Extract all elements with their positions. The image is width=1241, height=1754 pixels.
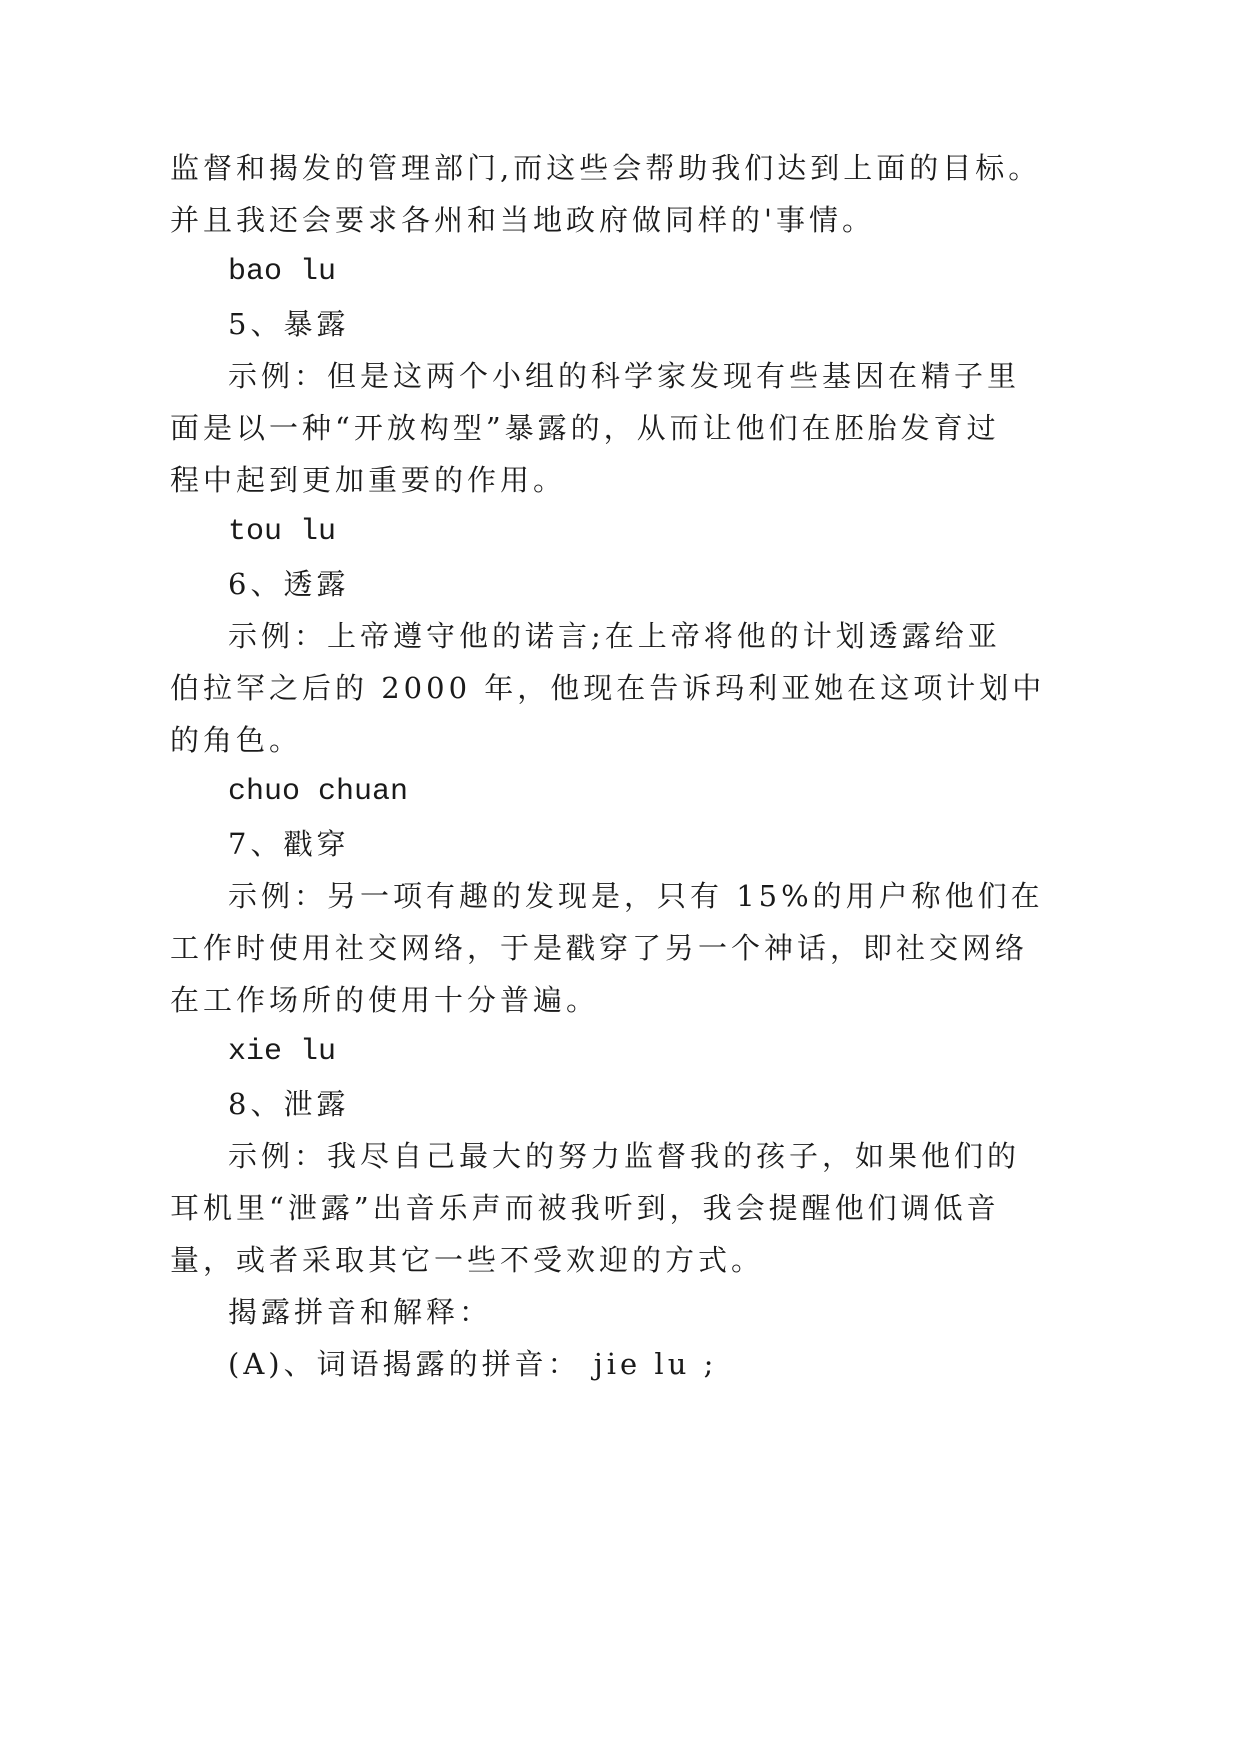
paragraph-line: 并且我还会要求各州和当地政府做同样的'事情。 <box>170 203 875 237</box>
pinyin-definition-line: (A)、词语揭露的拼音： jie lu ; <box>228 1347 718 1381</box>
example-line: 示例：我尽自己最大的努力监督我的孩子，如果他们的 <box>228 1139 1021 1173</box>
pinyin-line: xie lu <box>228 1035 337 1069</box>
word-heading: 5、暴露 <box>228 307 350 341</box>
example-line: 耳机里“泄露”出音乐声而被我听到，我会提醒他们调低音 <box>170 1191 1000 1225</box>
example-line: 示例：但是这两个小组的科学家发现有些基因在精子里 <box>228 359 1021 393</box>
example-line: 面是以一种“开放构型”暴露的，从而让他们在胚胎发育过 <box>170 411 1000 445</box>
pinyin-line: chuo chuan <box>228 775 409 809</box>
word-heading: 8、泄露 <box>228 1087 350 1121</box>
example-line: 示例：上帝遵守他的诺言;在上帝将他的计划透露给亚 <box>228 619 1001 653</box>
example-line: 程中起到更加重要的作用。 <box>170 463 567 497</box>
example-line: 伯拉罕之后的 2000 年，他现在告诉玛利亚她在这项计划中 <box>170 671 1046 705</box>
example-line: 示例：另一项有趣的发现是，只有 15%的用户称他们在 <box>228 879 1044 913</box>
word-heading: 7、戳穿 <box>228 827 350 861</box>
pinyin-line: bao lu <box>228 255 337 289</box>
paragraph-line: 监督和揭发的管理部门,而这些会帮助我们达到上面的目标。 <box>170 151 1042 185</box>
example-line: 工作时使用社交网络，于是戳穿了另一个神话，即社交网络 <box>170 931 1029 965</box>
example-line: 的角色。 <box>170 723 303 757</box>
section-heading: 揭露拼音和解释： <box>228 1295 493 1329</box>
pinyin-line: tou lu <box>228 515 337 549</box>
example-line: 量，或者采取其它一些不受欢迎的方式。 <box>170 1243 765 1277</box>
word-heading: 6、透露 <box>228 567 350 601</box>
example-line: 在工作场所的使用十分普遍。 <box>170 983 600 1017</box>
